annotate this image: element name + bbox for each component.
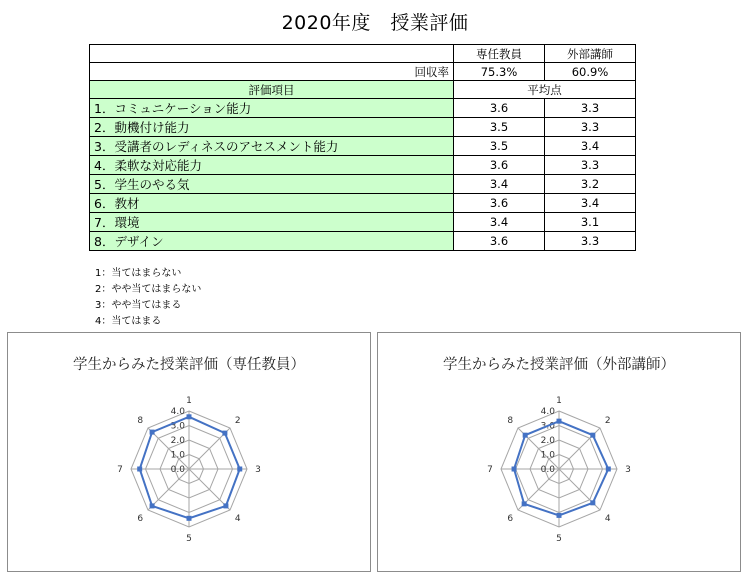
average-header: 平均点 xyxy=(454,81,636,99)
row-value-fulltime: 3.5 xyxy=(454,137,545,156)
radar-chart-external xyxy=(377,332,741,572)
data-point xyxy=(512,467,517,472)
data-point xyxy=(590,433,595,438)
data-point xyxy=(223,503,228,508)
category-label: 4 xyxy=(234,513,241,524)
response-rate-fulltime: 75.3% xyxy=(454,63,545,81)
row-value-external: 3.4 xyxy=(545,137,636,156)
row-value-external: 3.3 xyxy=(545,118,636,137)
col-header-fulltime: 専任教員 xyxy=(454,45,545,63)
scale-legend xyxy=(95,266,201,330)
row-value-fulltime: 3.6 xyxy=(454,156,545,175)
legend-item: 4：当てはまる xyxy=(95,316,162,327)
tick-label: 3.0 xyxy=(170,421,185,432)
row-value-external: 3.2 xyxy=(545,175,636,194)
row-value-external: 3.1 xyxy=(545,213,636,232)
tick-label: 3.0 xyxy=(540,421,555,432)
data-point xyxy=(150,503,155,508)
data-point xyxy=(606,467,611,472)
data-point xyxy=(523,433,528,438)
data-point xyxy=(137,467,142,472)
data-point xyxy=(187,516,192,521)
category-label: 7 xyxy=(487,465,493,475)
row-label: 2．動機付け能力 xyxy=(90,118,454,137)
radar-chart-fulltime xyxy=(7,332,371,572)
table-row xyxy=(90,213,636,232)
row-value-external: 3.4 xyxy=(545,194,636,213)
row-label: 1．コミュニケーション能力 xyxy=(90,99,454,118)
data-point xyxy=(557,419,562,424)
tick-label: 0.0 xyxy=(170,465,185,475)
data-point xyxy=(590,500,595,505)
data-point xyxy=(557,513,562,518)
table-row xyxy=(90,118,636,137)
tick-label: 1.0 xyxy=(170,450,185,461)
table-header-row xyxy=(90,45,636,63)
row-label: 8．デザイン xyxy=(90,232,454,251)
chart-title: 学生からみた授業評価（専任教員） xyxy=(73,357,305,373)
evaluation-table xyxy=(89,44,636,251)
data-point xyxy=(222,431,227,436)
category-label: 5 xyxy=(186,534,192,544)
col-header-external: 外部講師 xyxy=(545,45,636,63)
row-label: 4．柔軟な対応能力 xyxy=(90,156,454,175)
tick-label: 2.0 xyxy=(540,436,555,446)
category-label: 8 xyxy=(507,416,514,427)
category-label: 8 xyxy=(137,416,144,427)
data-point xyxy=(150,430,155,435)
table-row xyxy=(90,175,636,194)
row-value-external: 3.3 xyxy=(545,99,636,118)
page-title: 2020年度 授業評価 xyxy=(281,12,469,34)
tick-label: 2.0 xyxy=(170,436,185,446)
category-label: 3 xyxy=(255,465,261,475)
category-label: 6 xyxy=(507,513,514,524)
empty-header-cell xyxy=(90,45,454,63)
radar-chart-svg xyxy=(8,333,370,571)
row-value-fulltime: 3.6 xyxy=(454,232,545,251)
data-point xyxy=(187,414,192,419)
section-header-row xyxy=(90,81,636,99)
category-label: 7 xyxy=(117,465,123,475)
table-row xyxy=(90,232,636,251)
row-value-fulltime: 3.5 xyxy=(454,118,545,137)
chart-title: 学生からみた授業評価（外部講師） xyxy=(443,357,675,373)
table-row xyxy=(90,137,636,156)
tick-label: 0.0 xyxy=(540,465,555,475)
row-value-fulltime: 3.4 xyxy=(454,213,545,232)
legend-item: 1：当てはまらない xyxy=(95,268,182,279)
table-row xyxy=(90,99,636,118)
category-label: 3 xyxy=(625,465,631,475)
item-header: 評価項目 xyxy=(90,81,454,99)
row-value-external: 3.3 xyxy=(545,232,636,251)
tick-label: 1.0 xyxy=(540,450,555,461)
data-point xyxy=(522,501,527,506)
category-label: 6 xyxy=(137,513,144,524)
category-label: 4 xyxy=(604,513,611,524)
tick-label: 4.0 xyxy=(540,407,555,417)
response-rate-label: 回収率 xyxy=(90,63,454,81)
legend-item: 2：やや当てはまらない xyxy=(95,284,202,295)
row-label: 3．受講者のレディネスのアセスメント能力 xyxy=(90,137,454,156)
row-value-fulltime: 3.4 xyxy=(454,175,545,194)
category-label: 2 xyxy=(234,416,241,427)
row-value-external: 3.3 xyxy=(545,156,636,175)
tick-label: 4.0 xyxy=(170,407,185,417)
table-row xyxy=(90,156,636,175)
category-label: 5 xyxy=(556,534,562,544)
row-value-fulltime: 3.6 xyxy=(454,99,545,118)
category-label: 2 xyxy=(604,416,611,427)
row-label: 6．教材 xyxy=(90,194,454,213)
row-label: 5．学生のやる気 xyxy=(90,175,454,194)
response-rate-external: 60.9% xyxy=(545,63,636,81)
response-rate-row xyxy=(90,63,636,81)
category-label: 1 xyxy=(186,396,192,406)
table-row xyxy=(90,194,636,213)
category-label: 1 xyxy=(556,396,562,406)
radar-chart-svg xyxy=(378,333,740,571)
row-label: 7．環境 xyxy=(90,213,454,232)
legend-item: 3：やや当てはまる xyxy=(95,300,182,311)
data-point xyxy=(237,467,242,472)
row-value-fulltime: 3.6 xyxy=(454,194,545,213)
